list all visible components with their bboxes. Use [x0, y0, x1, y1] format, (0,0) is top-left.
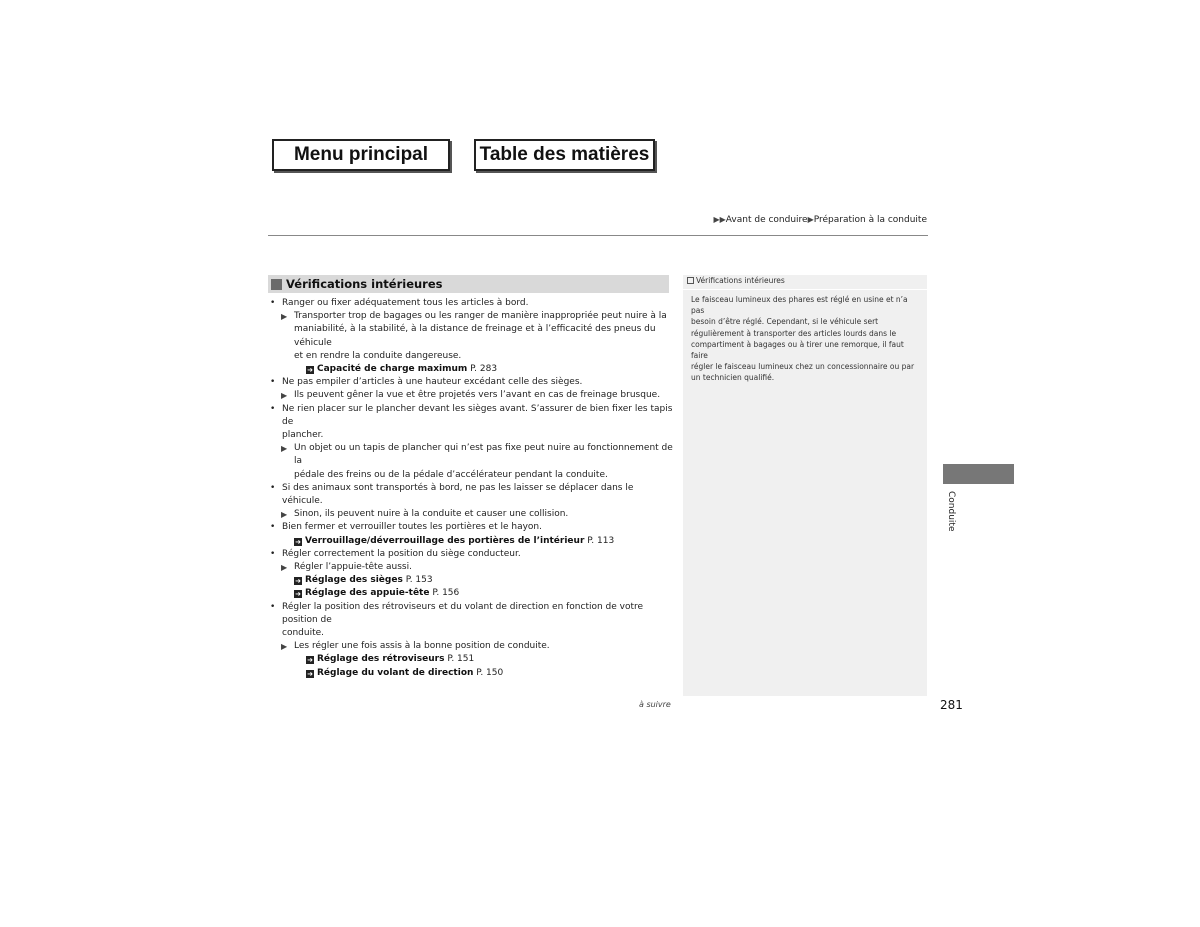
reference-link-mirror-adjustment[interactable] [268, 653, 673, 666]
double-arrow-icon: ▶▶ [713, 215, 726, 224]
sub-text: maniabilité, à la stabilité, à la distance de freinage et à l’efficacité des pneus du véhicule [294, 324, 656, 348]
reference-page: P. 283 [470, 364, 498, 375]
main-menu-button[interactable]: Menu principal [272, 139, 450, 171]
reference-arrow-icon: ➜ [307, 366, 313, 375]
sub-item [268, 389, 673, 402]
sidebar-line: régler le faisceau lumineux chez un concessionnaire ou par [691, 362, 915, 372]
reference-page: P. 153 [405, 575, 433, 586]
bullet-text: plancher. [282, 430, 324, 441]
reference-link-load-capacity[interactable] [268, 363, 673, 376]
reference-arrow-icon: ➜ [295, 577, 301, 586]
breadcrumb-item-driving-preparation[interactable]: Préparation à la conduite [813, 215, 927, 225]
sub-item [268, 508, 673, 521]
sub-item [268, 561, 673, 574]
sub-text: Ils peuvent gêner la vue et être projetés vers l’avant en cas de freinage brusque. [294, 390, 661, 401]
bullet-text: Si des animaux sont transportés à bord, ne pas les laisser se déplacer dans le véhicule. [282, 482, 634, 507]
bullet-text: Régler correctement la position du siège conducteur. [282, 548, 521, 559]
list-item-continued [268, 429, 673, 442]
reference-title: Capacité de charge maximum [317, 364, 468, 375]
arrow-icon: ▶ [807, 215, 814, 224]
bullet-text: Régler la position des rétroviseurs et du volant de direction en fonction de votre position de [282, 601, 644, 625]
triangle-icon: ▶ [281, 391, 288, 401]
list-item [268, 482, 673, 508]
header-divider [268, 235, 928, 236]
sidebar-line: compartiment à bagages ou à tirer une remorque, il faut faire [691, 339, 904, 361]
list-item [268, 297, 673, 310]
bullet-text: Ne rien placer sur le plancher devant les sièges avant. S’assurer de bien fixer les tapis de [282, 403, 673, 427]
section-title: Vérifications intérieures [286, 277, 443, 291]
sub-text: Sinon, ils peuvent nuire à la conduite et causer une collision. [294, 509, 569, 520]
chapter-tab-label: Conduite [946, 491, 956, 532]
reference-title: Réglage du volant de direction [317, 667, 474, 678]
section-header [268, 275, 669, 293]
reference-link-door-locks[interactable] [268, 535, 673, 548]
reference-arrow-icon: ➜ [295, 537, 301, 546]
list-item [268, 521, 673, 534]
page-number: 281 [940, 698, 963, 712]
triangle-icon: ▶ [281, 563, 288, 573]
reference-page: P. 156 [432, 588, 460, 599]
square-icon [271, 279, 282, 290]
sub-text: Régler l’appuie-tête aussi. [294, 562, 412, 573]
list-item [268, 403, 673, 429]
sub-item-continued [268, 350, 673, 363]
sidebar-line: Le faisceau lumineux des phares est réglé en usine et n’a pas [691, 295, 908, 316]
list-item [268, 376, 673, 389]
reference-arrow-icon: ➜ [295, 590, 301, 599]
sidebar-title-text: Vérifications intérieures [696, 276, 785, 285]
bullet-text: Ne pas empiler d’articles à une hauteur excédant celle des sièges. [282, 377, 583, 388]
triangle-icon: ▶ [281, 510, 288, 520]
table-of-contents-button[interactable]: Table des matières [474, 139, 655, 171]
sub-text: Un objet ou un tapis de plancher qui n’est pas fixe peut nuire au fonctionnement de la [294, 443, 673, 467]
reference-arrow-icon: ➜ [307, 656, 313, 665]
sub-text: Les régler une fois assis à la bonne position de conduite. [294, 641, 550, 652]
section-content [268, 297, 673, 680]
reference-page: P. 113 [587, 535, 615, 546]
reference-link-seat-adjustment[interactable] [268, 574, 673, 587]
sub-item [268, 640, 673, 653]
reference-arrow-icon: ➜ [307, 669, 313, 678]
bullet-text: Bien fermer et verrouiller toutes les portières et le hayon. [282, 522, 542, 533]
breadcrumb [713, 215, 927, 225]
reference-page: P. 151 [447, 654, 475, 665]
sidebar-body [683, 292, 927, 386]
reference-title: Réglage des rétroviseurs [317, 654, 445, 665]
list-item-continued [268, 627, 673, 640]
sidebar-divider [683, 289, 927, 290]
sidebar-line: régulièrement à transporter des articles lourds dans le [691, 328, 897, 338]
sub-item-continued [268, 469, 673, 482]
reference-title: Réglage des sièges [305, 575, 403, 586]
breadcrumb-item-before-driving[interactable]: Avant de conduire [725, 215, 808, 225]
list-item [268, 548, 673, 561]
sidebar-line: besoin d’être réglé. Cependant, si le véhicule sert [691, 317, 879, 327]
reference-link-headrest-adjustment[interactable] [268, 587, 673, 600]
continued-note: à suivre [639, 700, 671, 709]
sub-item-continued [268, 323, 673, 349]
sub-text: et en rendre la conduite dangereuse. [294, 350, 462, 361]
reference-page: P. 150 [476, 667, 504, 678]
sub-item [268, 442, 673, 468]
triangle-icon: ▶ [281, 642, 288, 652]
sub-text: pédale des freins ou de la pédale d’accélérateur pendant la conduite. [294, 469, 608, 480]
reference-link-steering-adjustment[interactable] [268, 667, 673, 680]
triangle-icon: ▶ [281, 444, 288, 454]
triangle-icon: ▶ [281, 312, 288, 322]
sidebar-note [683, 275, 927, 696]
sidebar-line: un technicien qualifié. [691, 373, 775, 383]
sidebar-title [683, 275, 927, 287]
reference-title: Verrouillage/déverrouillage des portières de l’intérieur [305, 535, 585, 546]
sub-item [268, 310, 673, 323]
bullet-text: Ranger ou fixer adéquatement tous les articles à bord. [282, 298, 529, 308]
sub-text: Transporter trop de bagages ou les ranger de manière inappropriée peut nuire à la [294, 311, 667, 322]
reference-title: Réglage des appuie-tête [305, 588, 430, 599]
note-box-icon [687, 277, 694, 284]
bullet-text: conduite. [282, 628, 325, 639]
chapter-tab[interactable] [943, 464, 1014, 484]
list-item [268, 601, 673, 627]
